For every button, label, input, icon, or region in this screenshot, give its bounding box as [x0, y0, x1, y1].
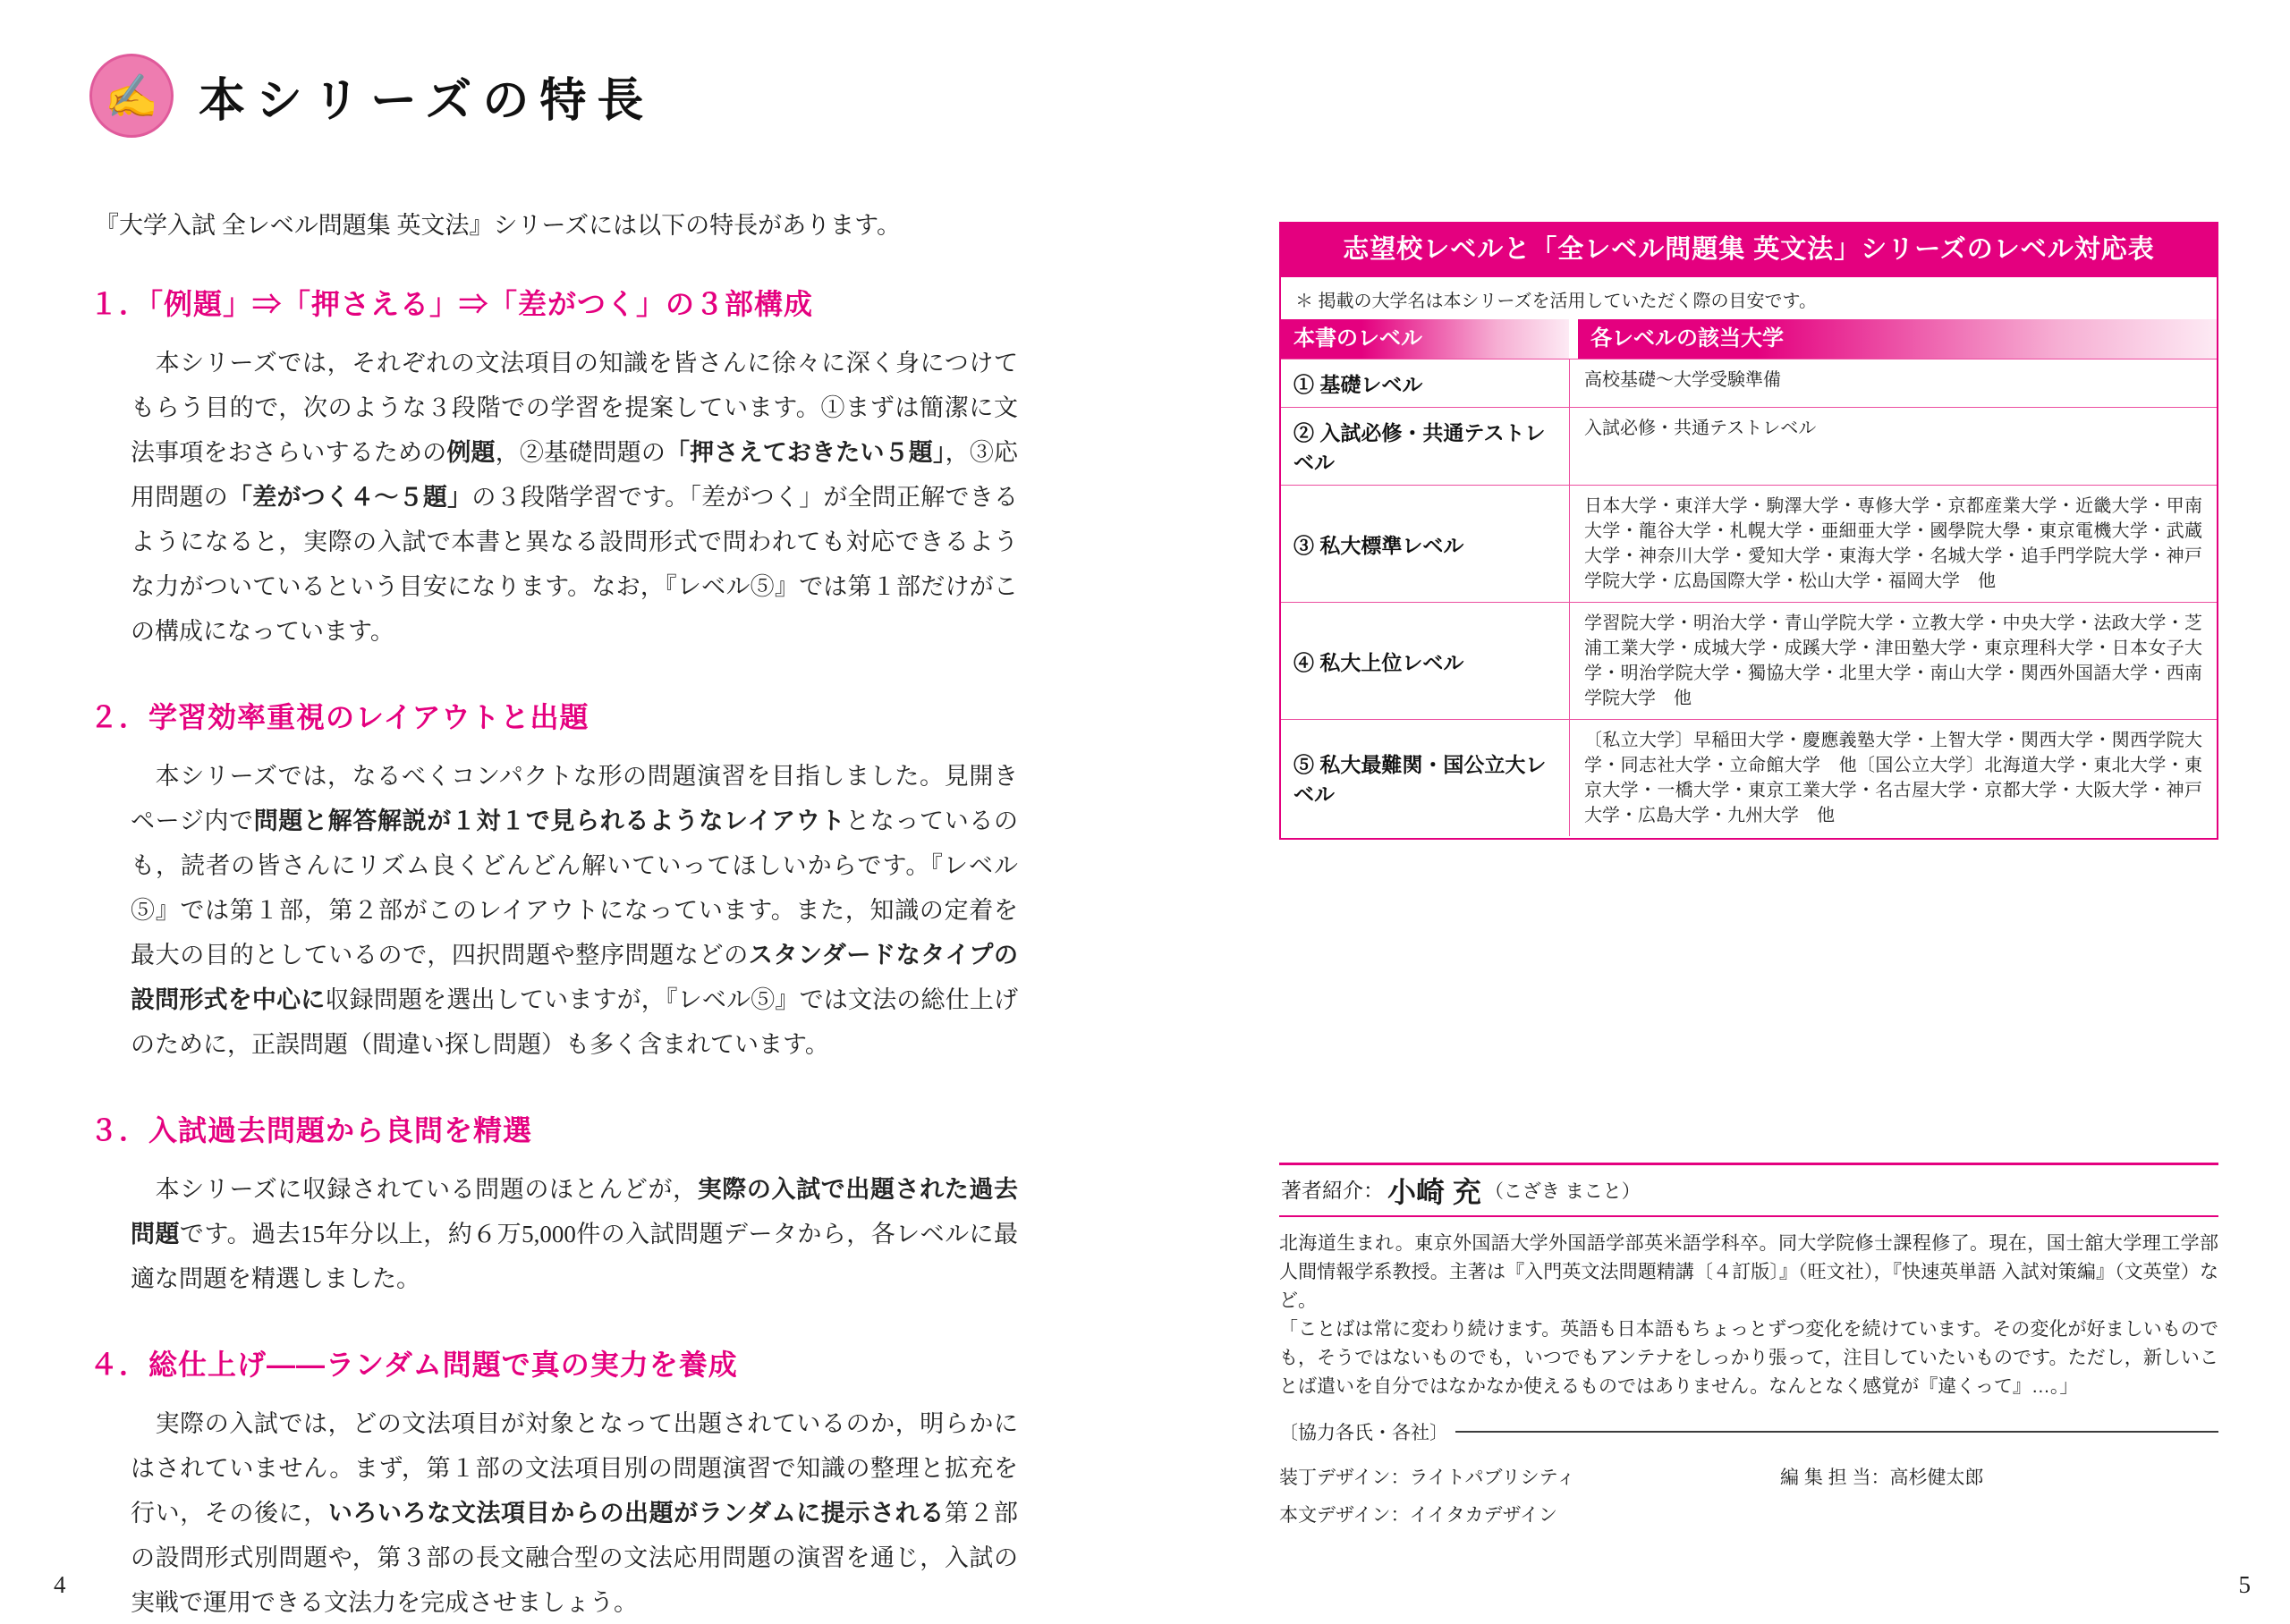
section-body: 本シリーズでは，それぞれの文法項目の知識を皆さんに徐々に深く身につけてもらう目的で，次のような３段階での学習を提案しています。①まずは簡潔に文法事項をおさらいするための例題，②基礎問題の「押さえておきたい５題」，③応用問題の「差がつく４～５題」の３段階学習です。「差がつく」が全問正解できるようになると，実際の入試で本書と異なる設問形式で問われても対応できるような力がついているという目安になります。なお，『レベル⑤』では第１部だけがこの構成になっています。 — [131, 350, 1019, 645]
level-cell: ③ 私大標準レベル — [1293, 533, 1464, 557]
level-table — [1279, 222, 2218, 840]
writing-hand-icon: ✍ — [89, 54, 174, 138]
page-right — [1279, 0, 2218, 1624]
table-row — [1281, 407, 2217, 485]
author-section — [1279, 1163, 2218, 1401]
universities-cell: 学習院大学・明治大学・青山学院大学・立教大学・中央大学・法政大学・芝浦工業大学・成城大学・成蹊大学・津田塾大学・東京理科大学・日本女子大学・明治学院大学・獨協大学・北里大学・南山大学・関西外国語大学・西南学院大学 他 — [1569, 603, 2217, 719]
section-body: 実際の入試では，どの文法項目が対象となって出題されているのか，明らかにはされていません。まず，第１部の文法項目別の問題演習で知識の整理と拡充を行い，その後に，いろいろな文法項目からの出題がランダムに提示される第２部の設問形式別問題や，第３部の長文融合型の文法応用問題の演習を通じ，入試の実戦で運用できる文法力を完成させましょう。 — [131, 1410, 1019, 1616]
credit-item: 本文デザイン：イイタカデザイン — [1279, 1505, 1558, 1526]
credits-body — [1279, 1459, 2218, 1535]
table-row — [1281, 485, 2217, 602]
level-cell: ⑤ 私大最難関・国公立大レベル — [1293, 753, 1547, 806]
level-cell: ② 入試必修・共通テストレベル — [1293, 421, 1546, 474]
column-header-level: 本書のレベル — [1281, 319, 1569, 359]
credits-section — [1279, 1418, 2218, 1535]
credits-left-column — [1279, 1459, 1780, 1535]
credits-divider — [1455, 1431, 2218, 1433]
level-cell: ④ 私大上位レベル — [1293, 650, 1464, 674]
table-body — [1279, 277, 2218, 840]
table-header-row — [1281, 319, 2217, 359]
feature-section-1 — [89, 282, 1056, 654]
section-body: 本シリーズに収録されている問題のほとんどが，実際の入試で出題された過去問題です。過去15年分以上，約６万5,000件の入試問題データから，各レベルに最適な問題を精選しました。 — [131, 1176, 1019, 1292]
section-heading: ４．総仕上げ――ランダム問題で真の実力を養成 — [89, 1349, 738, 1381]
section-heading: １．「例題」⇒「押さえる」⇒「差がつく」の３部構成 — [89, 288, 814, 320]
feature-section-4 — [89, 1342, 1056, 1624]
author-bio-paragraph: 北海道生まれ。東京外国語大学外国語学部英米語学科卒。同大学院修士課程修了。現在，国士舘大学理工学部人間情報学系教授。主著は『入門英文法問題精講〔４訂版〕』（旺文社），『快速英単語 入試対策編』（文英堂）など。 — [1279, 1233, 2218, 1311]
author-quote-paragraph: 「ことばは常に変わり続けます。英語も日本語もちょっとずつ変化を続けています。その変化が好ましいものでも，そうではないものでも，いつでもアンテナをしっかり張って，注目していたいものです。ただし，新しいことば遣いを自分ではなかなか使えるものではありません。なんとなく感覚が『違くって』…。」 — [1279, 1319, 2218, 1397]
credits-heading-row — [1279, 1418, 2218, 1445]
author-kana: （こざき まこと） — [1484, 1181, 1641, 1202]
column-header-universities: 各レベルの該当大学 — [1578, 319, 2217, 359]
credit-item: 装丁デザイン：ライトパブリシティ — [1279, 1468, 1575, 1488]
credit-item: 編 集 担 当：高杉健太郎 — [1780, 1468, 1984, 1488]
feature-section-2 — [89, 695, 1056, 1067]
section-heading: ３．入試過去問題から良問を精選 — [89, 1114, 533, 1146]
credits-heading: 〔協力各氏・各社〕 — [1279, 1423, 1448, 1443]
section-heading: ２．学習効率重視のレイアウトと出題 — [89, 701, 589, 733]
table-title: 志望校レベルと「全レベル問題集 英文法」シリーズのレベル対応表 — [1279, 222, 2218, 277]
page-number-left: 4 — [54, 1571, 66, 1598]
universities-cell: 〔私立大学〕早稲田大学・慶應義塾大学・上智大学・関西大学・関西学院大学・同志社大学・立命館大学 他〔国公立大学〕北海道大学・東北大学・東京大学・一橋大学・東京工業大学・名古屋大学・京都大学・大阪大学・神戸大学・広島大学・九州大学 他 — [1569, 720, 2217, 836]
author-bio — [1279, 1217, 2218, 1401]
table-note: ＊ 掲載の大学名は本シリーズを活用していただく際の目安です。 — [1295, 292, 1817, 311]
author-name: 小崎 充 — [1387, 1176, 1481, 1208]
level-cell: ① 基礎レベル — [1293, 373, 1423, 396]
author-header — [1279, 1163, 2218, 1217]
page-title: 本シリーズの特長 — [199, 74, 655, 127]
feature-section-3 — [89, 1108, 1056, 1301]
table-row — [1281, 359, 2217, 407]
universities-cell: 入試必修・共通テストレベル — [1569, 408, 2217, 485]
author-label: 著者紹介： — [1281, 1179, 1384, 1202]
table-row — [1281, 602, 2217, 719]
page-number-right: 5 — [2238, 1571, 2251, 1598]
page-left — [89, 54, 1056, 1624]
table-row — [1281, 719, 2217, 836]
universities-cell: 高校基礎～大学受験準備 — [1569, 359, 2217, 407]
intro-text: 『大学入試 全レベル問題集 英文法』シリーズには以下の特長があります。 — [95, 212, 901, 239]
section-body: 本シリーズでは，なるべくコンパクトな形の問題演習を目指しました。見開きページ内で問題と解答解説が１対１で見られるようなレイアウトとなっているのも，読者の皆さんにリズム良くどんどん解いていってほしいからです。『レベル⑤』では第１部，第２部がこのレイアウトになっています。また，知識の定着を最大の目的としているので，四択問題や整序問題などのスタンダードなタイプの設問形式を中心に収録問題を選出していますが，『レベル⑤』では文法の総仕上げのために，正誤問題（間違い探し問題）も多く含まれています。 — [131, 763, 1019, 1058]
page-header — [89, 54, 1056, 138]
credits-right-column — [1780, 1459, 1984, 1535]
universities-cell: 日本大学・東洋大学・駒澤大学・専修大学・京都産業大学・近畿大学・甲南大学・龍谷大学・札幌大学・亜細亜大学・國學院大學・東京電機大学・武蔵大学・神奈川大学・愛知大学・東海大学・名城大学・追手門学院大学・神戸学院大学・広島国際大学・松山大学・福岡大学 他 — [1569, 486, 2217, 602]
